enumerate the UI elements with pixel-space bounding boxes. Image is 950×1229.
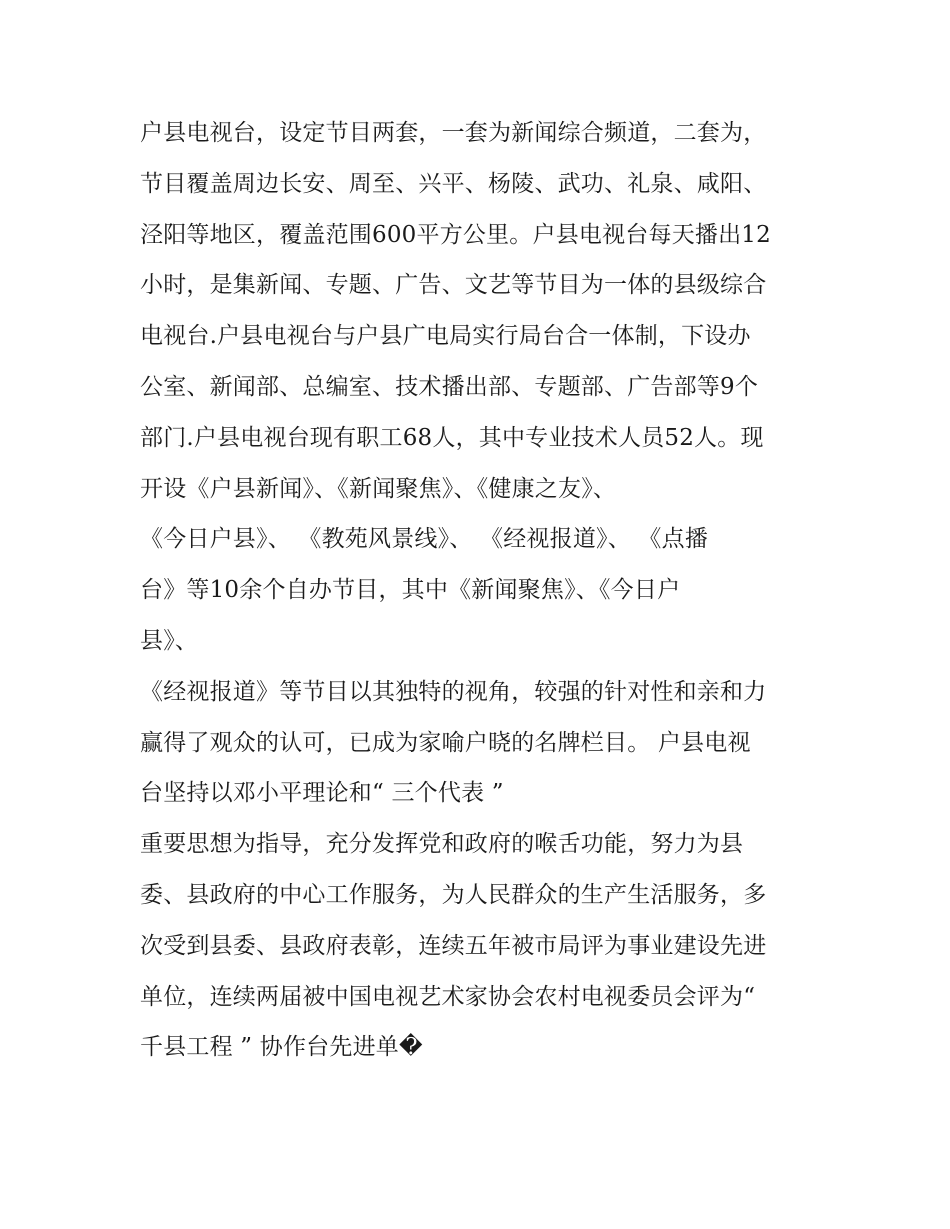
text-line: 千县工程 ” 协作台先进单� bbox=[140, 1034, 423, 1061]
text-line: 县》、 bbox=[140, 627, 199, 654]
text-line: 节目覆盖周边长安、周至、兴平、杨陵、武功、礼泉、咸阳、 bbox=[140, 170, 767, 197]
text-line: 赢得了观众的认可，已成为家喻户晓的名牌栏目。 户县电视 bbox=[140, 729, 751, 756]
text-line: 电视台.户县电视台与户县广电局实行局台合一体制，下设办 bbox=[140, 323, 751, 350]
body-text bbox=[140, 108, 830, 1073]
text-line: 《经视报道》等节目以其独特的视角，较强的针对性和亲和力 bbox=[140, 678, 767, 705]
text-line: 单位，连续两届被中国电视艺术家协会农村电视委员会评为“ bbox=[140, 983, 756, 1010]
text-line: 部门.户县电视台现有职工68人，其中专业技术人员52人。现 bbox=[140, 424, 764, 451]
text-line: 泾阳等地区，覆盖范围600平方公里。户县电视台每天播出12 bbox=[140, 221, 771, 248]
text-line: 户县电视台，设定节目两套，一套为新闻综合频道，二套为， bbox=[140, 120, 767, 146]
text-line: 台坚持以邓小平理论和“ 三个代表 ” bbox=[140, 780, 504, 807]
text-line: 公室、新闻部、总编室、技术播出部、专题部、广告部等9个 bbox=[140, 373, 759, 400]
text-line: 小时，是集新闻、专题、广告、文艺等节目为一体的县级综合 bbox=[140, 272, 767, 299]
text-line: 次受到县委、县政府表彰，连续五年被市局评为事业建设先进 bbox=[140, 932, 767, 959]
text-line: 台》等10余个自办节目，其中《新闻聚焦》、《今日户 bbox=[140, 577, 681, 604]
text-line: 开设《户县新闻》、《新闻聚焦》、《健康之友》、 bbox=[140, 475, 617, 502]
text-line: 重要思想为指导，充分发挥党和政府的喉舌功能，努力为县 bbox=[140, 831, 744, 858]
text-line: 《今日户县》、 《教苑风景线》、 《经视报道》、 《点播 bbox=[140, 526, 709, 553]
text-line: 委、县政府的中心工作服务，为人民群众的生产生活服务，多 bbox=[140, 881, 767, 908]
